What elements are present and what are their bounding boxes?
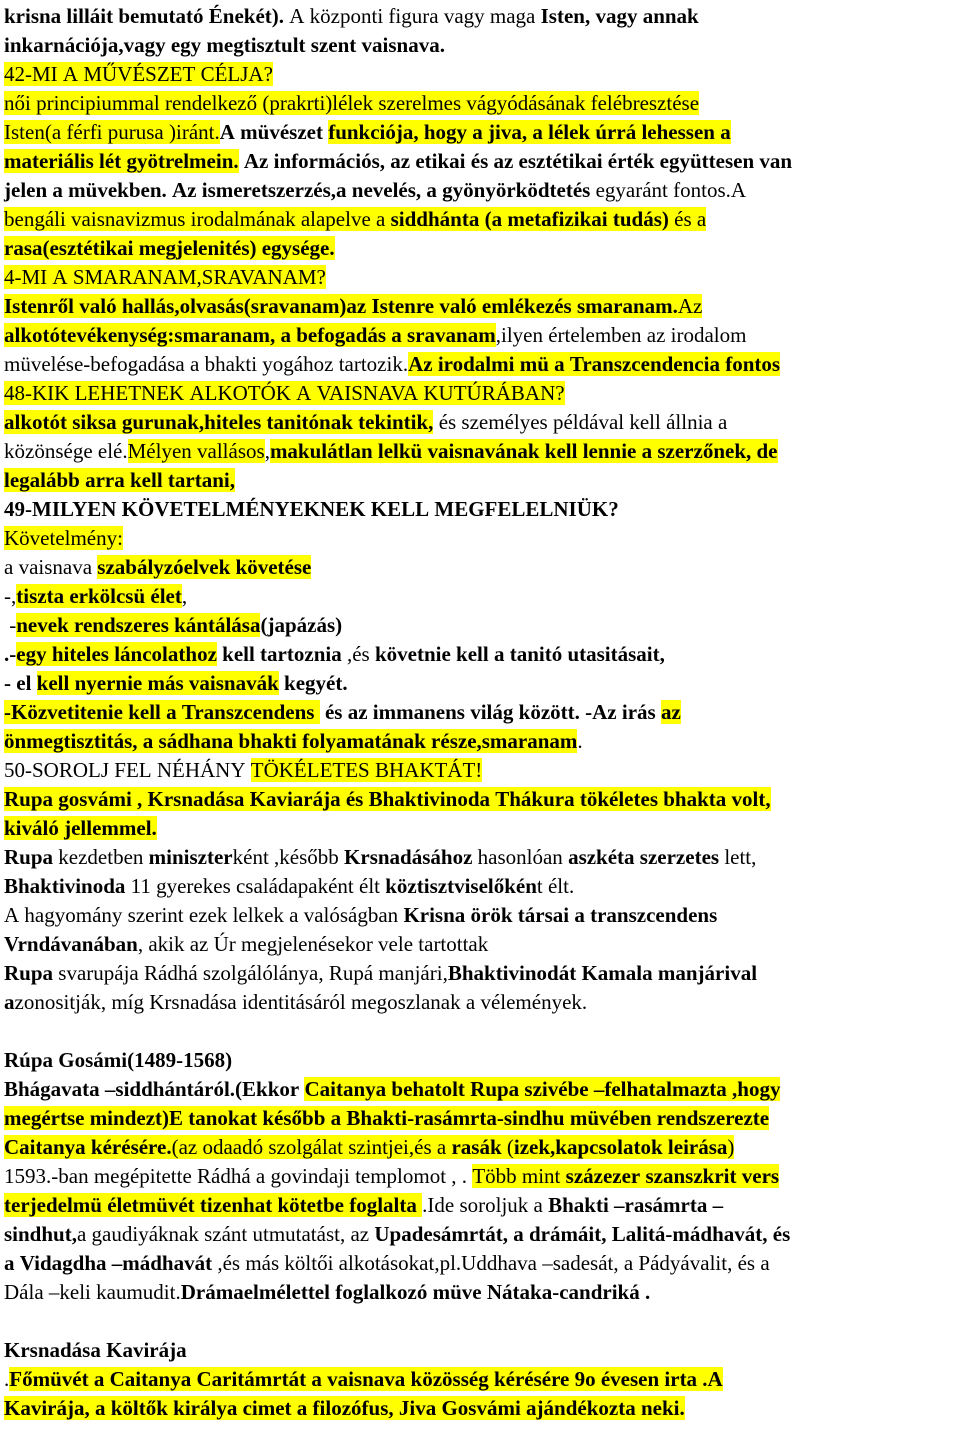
text-line bbox=[4, 1278, 956, 1307]
highlighted-text: Kavirája, a költők királya cimet a filozófus, Jiva Gosvámi ajándékozta neki. bbox=[4, 1396, 685, 1420]
text-line bbox=[4, 292, 956, 321]
text-line bbox=[4, 524, 956, 553]
highlighted-text: ) bbox=[727, 1135, 735, 1159]
text-line bbox=[4, 2, 956, 31]
text-line bbox=[4, 89, 956, 118]
text-run: kezdetben bbox=[53, 845, 149, 869]
text-line bbox=[4, 872, 956, 901]
text-line bbox=[4, 843, 956, 872]
text-line bbox=[4, 959, 956, 988]
text-run: müvelése-befogadása a bhakti yogához tartozik. bbox=[4, 352, 409, 376]
text-run: egyaránt fontos.A bbox=[595, 178, 747, 202]
text-run: svarupája Rádhá szolgálólánya, Rupá manjári, bbox=[53, 961, 448, 985]
text-run: Bhaktivinodát Kamala manjárival bbox=[447, 961, 758, 985]
highlighted-text: százezer szanszkrit vers bbox=[565, 1164, 780, 1188]
text-run: 50-SOROLJ FEL NÉHÁNY bbox=[4, 758, 251, 782]
highlighted-text: 4-MI A SMARANAM,SRAVANAM? bbox=[4, 265, 326, 289]
text-line bbox=[4, 669, 956, 698]
text-line bbox=[4, 118, 956, 147]
highlighted-text: funkciója, hogy a jiva, a lélek úrrá lehessen a bbox=[328, 120, 731, 144]
highlighted-text: alkotótevékenység:smaranam, a befogadás a sravanam bbox=[4, 323, 496, 347]
text-run: kell tartoznia bbox=[216, 642, 347, 666]
highlighted-text: Mélyen vallásos bbox=[127, 439, 265, 463]
text-run: 1593.-ban megépitette Rádhá a govindaji templomot , . bbox=[4, 1164, 473, 1188]
text-run: 11 gyerekes családapaként élt bbox=[125, 874, 386, 898]
text-run: és személyes példával kell állnia a bbox=[433, 410, 728, 434]
text-run: Isten, vagy annak bbox=[540, 4, 699, 28]
text-run: és az immanens világ között. -Az irás bbox=[319, 700, 661, 724]
highlighted-text: Caitanya behatolt Rupa szivébe –felhatalmazta ,hogy bbox=[304, 1077, 781, 1101]
text-run: -, bbox=[4, 584, 17, 608]
text-run: Bhágavata –siddhántáról.(Ekkor bbox=[4, 1077, 305, 1101]
text-run: Dála –keli kaumudit. bbox=[4, 1280, 181, 1304]
text-run: - bbox=[4, 613, 17, 637]
highlighted-text: az bbox=[660, 700, 681, 724]
text-run: , bbox=[181, 584, 188, 608]
text-run: a bbox=[4, 990, 15, 1014]
text-line bbox=[4, 553, 956, 582]
text-run: aszkéta szerzetes bbox=[568, 845, 720, 869]
text-line bbox=[4, 1191, 956, 1220]
text-line bbox=[4, 930, 956, 959]
text-run: Krisna örök társai a transzcendens bbox=[403, 903, 718, 927]
text-run: Bhakti –rasámrta – bbox=[548, 1193, 724, 1217]
text-line bbox=[4, 437, 956, 466]
text-run: .Ide soroljuk a bbox=[422, 1193, 549, 1217]
text-line bbox=[4, 640, 956, 669]
text-run: 49-MILYEN KÖVETELMÉNYEKNEK KELL MEGFELELNIÜK? bbox=[4, 497, 619, 521]
text-run: kegyét. bbox=[278, 671, 348, 695]
text-line bbox=[4, 31, 956, 60]
highlighted-text: Több mint bbox=[472, 1164, 566, 1188]
text-run: sindhut, bbox=[4, 1222, 77, 1246]
highlighted-text: TÖKÉLETES BHAKTÁT! bbox=[250, 758, 483, 782]
highlighted-text: és a bbox=[668, 207, 707, 231]
highlighted-text: kiváló jellemmel. bbox=[4, 816, 157, 840]
text-line bbox=[4, 611, 956, 640]
text-line bbox=[4, 466, 956, 495]
text-run: , akik az Úr megjelenésekor vele tartottak bbox=[137, 932, 489, 956]
text-run: hasonlóan bbox=[472, 845, 569, 869]
text-run: A hagyomány szerint ezek lelkek a valóságban bbox=[4, 903, 404, 927]
text-line bbox=[4, 350, 956, 379]
highlighted-text: makulátlan lelkü vaisnavának kell lennie a szerzőnek, de bbox=[269, 439, 778, 463]
text-run: köztisztviselőkén bbox=[385, 874, 537, 898]
text-run: Bhaktivinoda bbox=[4, 874, 126, 898]
text-run: . bbox=[4, 1367, 10, 1391]
text-line bbox=[4, 321, 956, 350]
highlighted-text: izek,kapcsolatok leirása bbox=[513, 1135, 728, 1159]
text-line bbox=[4, 988, 956, 1017]
highlighted-text: szabályzóelvek követése bbox=[97, 555, 312, 579]
text-line bbox=[4, 60, 956, 89]
text-line bbox=[4, 814, 956, 843]
text-line bbox=[4, 901, 956, 930]
highlighted-text: Az irodalmi mü a Transzcendencia fontos bbox=[408, 352, 781, 376]
highlighted-text: 42-MI A MŰVÉSZET CÉLJA? bbox=[4, 62, 273, 86]
text-run: t élt. bbox=[536, 874, 575, 898]
text-run: ként ,később bbox=[232, 845, 345, 869]
text-run: jelen a müvekben. bbox=[4, 178, 167, 202]
highlighted-text: alkotót siksa gurunak,hiteles tanitónak tekintik, bbox=[4, 410, 434, 434]
text-run: , bbox=[264, 439, 270, 463]
text-run: ,és más költői alkotásokat,pl.Uddhava –sadesát, a Pádyávalit, és a bbox=[212, 1251, 770, 1275]
text-line bbox=[4, 408, 956, 437]
text-line bbox=[4, 205, 956, 234]
text-line bbox=[4, 1365, 956, 1394]
text-line bbox=[4, 1162, 956, 1191]
text-run: Rupa bbox=[4, 961, 54, 985]
highlighted-text: (az odaadó szolgálat szintjei,és a bbox=[171, 1135, 452, 1159]
text-run: ,ilyen értelemben az irodalom bbox=[495, 323, 747, 347]
text-line bbox=[4, 379, 956, 408]
text-line bbox=[4, 495, 956, 524]
highlighted-text: kell nyernie más vaisnavák bbox=[36, 671, 279, 695]
text-line bbox=[4, 582, 956, 611]
text-line bbox=[4, 1249, 956, 1278]
text-line bbox=[4, 176, 956, 205]
highlighted-text: Követelmény: bbox=[4, 526, 123, 550]
highlighted-text: Főmüvét a Caitanya Caritámrtát a vaisnava közösség kérésére 9o évesen irta .A bbox=[9, 1367, 723, 1391]
text-run: (japázás) bbox=[260, 613, 343, 637]
text-run: közönsége elé. bbox=[4, 439, 128, 463]
blank-line bbox=[4, 1307, 956, 1336]
text-run: .- bbox=[4, 642, 17, 666]
text-run: Krsnadásához bbox=[344, 845, 473, 869]
text-line bbox=[4, 1104, 956, 1133]
highlighted-text: -Közvetitenie kell a Transzcendens bbox=[4, 700, 320, 724]
text-run: Rúpa Gosámi(1489-1568) bbox=[4, 1048, 233, 1072]
highlighted-text: siddhánta (a metafizikai tudás) bbox=[390, 207, 669, 231]
text-run: Drámaelmélettel foglalkozó müve Nátaka-candriká . bbox=[180, 1280, 651, 1304]
text-run: ,és bbox=[346, 642, 375, 666]
text-line bbox=[4, 147, 956, 176]
text-run: követnie kell a tanitó utasitásait, bbox=[374, 642, 665, 666]
text-line bbox=[4, 263, 956, 292]
highlighted-text: Rupa gosvámi , Krsnadása Kaviarája és Bhaktivinoda Thákura tökéletes bhakta volt, bbox=[4, 787, 771, 811]
highlighted-text: Caitanya kérésére. bbox=[4, 1135, 172, 1159]
highlighted-text: Istenről való hallás,olvasás(sravanam)az Istenre való emlékezés smaranam. bbox=[4, 294, 678, 318]
text-run: miniszter bbox=[148, 845, 233, 869]
text-run: inkarnációja,vagy egy megtisztult szent vaisnava. bbox=[4, 33, 445, 57]
text-run: Az ismeretszerzés,a nevelés, a gyönyörködtetés bbox=[166, 178, 596, 202]
highlighted-text: önmegtisztitás, a sádhana bhakti folyamatának része,smaranam bbox=[4, 729, 578, 753]
text-line bbox=[4, 756, 956, 785]
text-run: A müvészet bbox=[219, 120, 329, 144]
highlighted-text: női principiummal rendelkező (prakrti)lélek szerelmes vágyódásának felébresztése bbox=[4, 91, 700, 115]
text-line bbox=[4, 1336, 956, 1365]
highlighted-text: rasa(esztétikai megjelenités) egysége. bbox=[4, 236, 335, 260]
text-line bbox=[4, 1133, 956, 1162]
text-run: Az információs, az etikai és az esztétikai érték együttesen van bbox=[238, 149, 793, 173]
text-line bbox=[4, 727, 956, 756]
text-run: a vaisnava bbox=[4, 555, 98, 579]
highlighted-text: terjedelmü életmüvét tizenhat kötetbe foglalta bbox=[4, 1193, 423, 1217]
text-line bbox=[4, 1046, 956, 1075]
highlighted-text: Isten(a férfi purusa )iránt. bbox=[4, 120, 220, 144]
text-line bbox=[4, 785, 956, 814]
text-run: - el bbox=[4, 671, 37, 695]
highlighted-text: bengáli vaisnavizmus irodalmának alapelve a bbox=[4, 207, 391, 231]
text-run: Krsnadása Kavirája bbox=[4, 1338, 187, 1362]
highlighted-text: ( bbox=[501, 1135, 514, 1159]
text-run: lett, bbox=[719, 845, 757, 869]
text-line bbox=[4, 1220, 956, 1249]
highlighted-text: legalább arra kell tartani, bbox=[4, 468, 235, 492]
text-line bbox=[4, 234, 956, 263]
text-run: Upadesámrtát, a drámáit, Lalitá-mádhavát, és bbox=[374, 1222, 791, 1246]
text-run: krisna lilláit bemutató Énekét). bbox=[4, 4, 285, 28]
highlighted-text: materiális lét gyötrelmein. bbox=[4, 149, 239, 173]
highlighted-text: Az bbox=[677, 294, 703, 318]
text-run: Vrndávanában bbox=[4, 932, 138, 956]
text-run: Rupa bbox=[4, 845, 54, 869]
blank-line bbox=[4, 1017, 956, 1046]
text-run: a gaudiyáknak szánt utmutatást, az bbox=[76, 1222, 375, 1246]
highlighted-text: nevek rendszeres kántálása bbox=[16, 613, 261, 637]
highlighted-text: megértse mindezt)E tanokat később a Bhakti-rasámrta-sindhu müvében rendszerezte bbox=[4, 1106, 770, 1130]
highlighted-text: egy hiteles láncolathoz bbox=[16, 642, 217, 666]
text-run: A központi figura vagy maga bbox=[284, 4, 541, 28]
highlighted-text: 48-KIK LEHETNEK ALKOTÓK A VAISNAVA KUTÚRÁBAN? bbox=[4, 381, 565, 405]
text-run: a Vidagdha –mádhavát bbox=[4, 1251, 213, 1275]
text-line bbox=[4, 698, 956, 727]
text-run: zonositják, míg Krsnadása identitásáról megoszlanak a vélemények. bbox=[14, 990, 588, 1014]
highlighted-text: tiszta erkölcsü élet bbox=[16, 584, 182, 608]
text-line bbox=[4, 1394, 956, 1423]
text-run: . bbox=[577, 729, 583, 753]
text-line bbox=[4, 1075, 956, 1104]
highlighted-text: rasák bbox=[451, 1135, 502, 1159]
